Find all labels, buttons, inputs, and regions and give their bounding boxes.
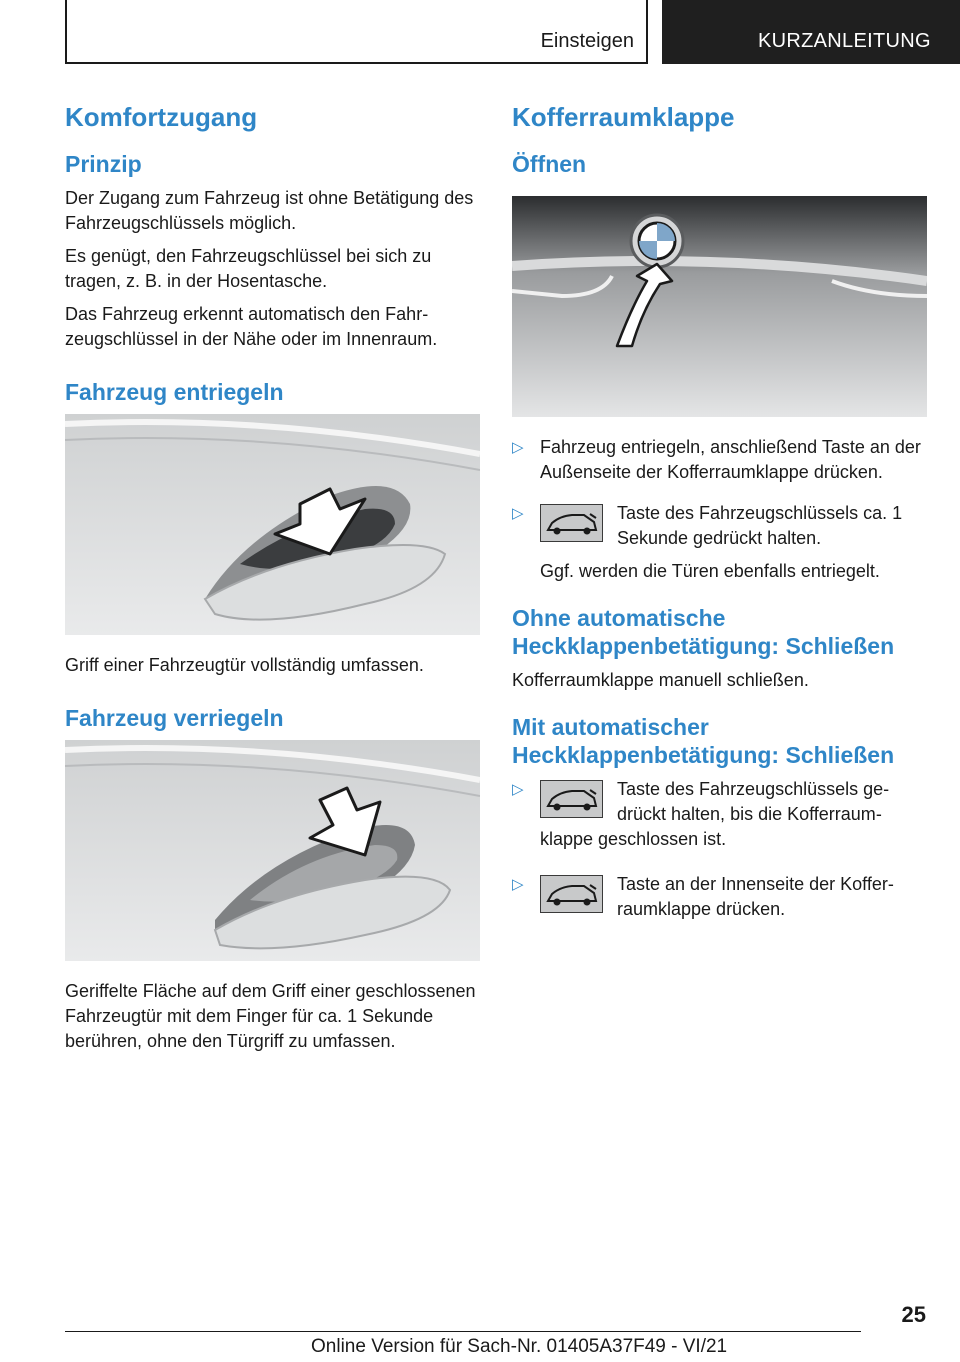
paragraph: Es genügt, den Fahrzeugschlüssel bei sich zu tragen, z. B. in der Hosentasche. — [65, 246, 432, 291]
heading-auto-close: Mit automatischer Heckklappenbetätigung: Schließen — [512, 714, 895, 768]
paragraph: Kofferraumklappe manuell schließen. — [512, 670, 809, 690]
step-text: Taste des Fahrzeugschlüssels gedrückt halten, bis die Kofferraumklappe geschlossen ist. — [540, 779, 890, 849]
door-handle-lock-image — [65, 740, 480, 961]
right-column — [512, 100, 927, 942]
header-section-label: Einsteigen — [540, 30, 634, 52]
lock-instruction: Geriffelte Fläche auf dem Griff einer geschlossenen Fahrzeugtür mit dem Finger für ca. 1 Sekunde berühren, ohne den Türgriff zu umfassen. — [65, 981, 476, 1051]
door-handle-unlock-image — [65, 414, 480, 635]
section-title-komfortzugang: Komfortzugang — [65, 102, 258, 132]
footer-divider — [65, 1331, 861, 1332]
tailgate-interior-button-icon — [540, 875, 603, 913]
list-item — [512, 501, 927, 584]
paragraph: Das Fahrzeug erkennt automatisch den Fahrzeugschlüssel in der Nähe oder im Innenraum. — [65, 304, 438, 349]
heading-manual-close: Ohne automatische Heckklappenbetätigung: Schließen — [512, 605, 895, 659]
header-chapter-label: KURZANLEITUNG — [758, 30, 931, 52]
bullet-icon: ▷ — [512, 781, 524, 798]
list-item — [512, 435, 927, 485]
header-chapter-box — [662, 0, 960, 64]
step-text: Taste an der Innenseite der Kofferraumklappe drücken. — [617, 874, 894, 919]
bullet-icon: ▷ — [512, 876, 524, 893]
tailgate-key-button-icon — [540, 780, 603, 818]
paragraph: Der Zugang zum Fahrzeug ist ohne Betätigung des Fahrzeugschlüssels möglich. — [65, 188, 474, 233]
step-text: Taste des Fahrzeugschlüssels ca. 1 Sekunde gedrückt halten. — [617, 503, 903, 548]
step-text: Fahrzeug entriegeln, anschließend Taste an der Außenseite der Kofferraumklappe drücken. — [540, 437, 921, 482]
trunk-button-image — [512, 196, 927, 417]
header-section-box — [65, 0, 648, 64]
heading-open: Öffnen — [512, 151, 587, 177]
list-item — [512, 777, 927, 860]
unlock-instruction: Griff einer Fahrzeugtür vollständig umfassen. — [65, 655, 424, 675]
step-note: Ggf. werden die Türen ebenfalls entriegelt. — [540, 561, 880, 581]
page-number: 25 — [901, 1302, 926, 1327]
tailgate-key-button-icon — [540, 504, 603, 542]
footer-text: Online Version für Sach-Nr. 01405A37F49 - VI/21 — [311, 1336, 728, 1357]
bullet-icon: ▷ — [512, 505, 524, 522]
heading-prinzip: Prinzip — [65, 151, 142, 177]
list-item — [512, 872, 927, 930]
heading-lock: Fahrzeug verriegeln — [65, 705, 284, 731]
bullet-icon: ▷ — [512, 439, 524, 456]
left-column — [65, 100, 480, 1062]
heading-unlock: Fahrzeug entriegeln — [65, 379, 284, 405]
section-title-kofferraumklappe: Kofferraumklappe — [512, 102, 735, 132]
